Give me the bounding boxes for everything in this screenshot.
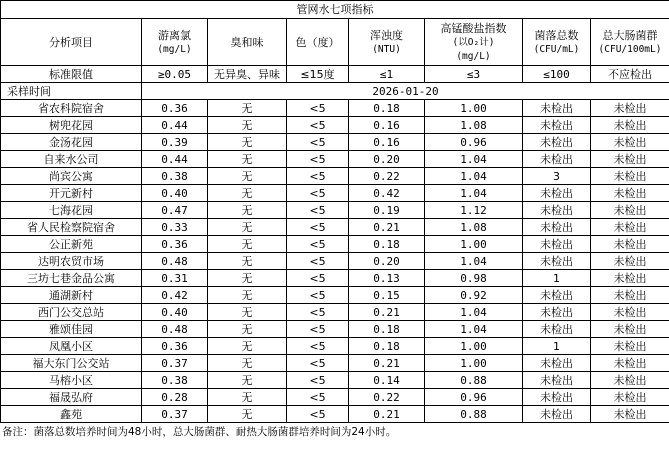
cell-odor: 无: [208, 134, 287, 151]
header-row: [1, 19, 669, 66]
cell-coliform: 未检出: [591, 338, 669, 355]
cell-color: <5: [287, 117, 349, 134]
cell-color: <5: [287, 253, 349, 270]
header-cod-label: 高锰酸盐指数: [440, 21, 507, 35]
note-row: [0, 423, 669, 441]
cell-site: 自来水公司: [1, 151, 142, 168]
cell-odor: 无: [208, 406, 287, 423]
table-row: [1, 151, 669, 168]
table-row: [1, 389, 669, 406]
cell-chlorine: 0.31: [142, 270, 208, 287]
cell-colony: 未检出: [523, 117, 591, 134]
cell-chlorine: 0.37: [142, 355, 208, 372]
cell-cod: 0.98: [425, 270, 523, 287]
cell-chlorine: 0.38: [142, 372, 208, 389]
cell-coliform: 未检出: [591, 117, 669, 134]
cell-chlorine: 0.36: [142, 100, 208, 117]
header-colony-unit: (CFU/mL): [533, 43, 580, 55]
header-odor: 臭和味: [208, 19, 287, 66]
standard-row: [1, 66, 669, 83]
cell-colony: 未检出: [523, 202, 591, 219]
cell-turbidity: 0.22: [349, 389, 425, 406]
cell-chlorine: 0.44: [142, 117, 208, 134]
cell-odor: 无: [208, 168, 287, 185]
cell-colony: 3: [523, 168, 591, 185]
table-row: [1, 321, 669, 338]
header-site: 分析项目: [1, 19, 142, 66]
cell-chlorine: 0.47: [142, 202, 208, 219]
cell-colony: 未检出: [523, 287, 591, 304]
cell-site: 凤凰小区: [1, 338, 142, 355]
cell-chlorine: 0.48: [142, 253, 208, 270]
table-row: [1, 304, 669, 321]
cell-cod: 1.04: [425, 151, 523, 168]
sampling-row: [1, 83, 669, 100]
cell-coliform: 未检出: [591, 304, 669, 321]
standard-label: 标准限值: [1, 66, 142, 83]
cell-turbidity: 0.13: [349, 270, 425, 287]
header-coliform-unit: (CFU/100mL): [598, 43, 662, 55]
cell-turbidity: 0.18: [349, 100, 425, 117]
header-colony: [523, 19, 591, 66]
cell-turbidity: 0.21: [349, 304, 425, 321]
cell-odor: 无: [208, 338, 287, 355]
cell-turbidity: 0.18: [349, 236, 425, 253]
cell-cod: 1.12: [425, 202, 523, 219]
cell-site: 七海花园: [1, 202, 142, 219]
cell-color: <5: [287, 355, 349, 372]
table-row: [1, 219, 669, 236]
cell-coliform: 未检出: [591, 185, 669, 202]
cell-site: 树兜花园: [1, 117, 142, 134]
table-row: [1, 355, 669, 372]
cell-chlorine: 0.42: [142, 287, 208, 304]
cell-odor: 无: [208, 185, 287, 202]
cell-color: <5: [287, 338, 349, 355]
cell-coliform: 未检出: [591, 389, 669, 406]
standard-coliform: 不应检出: [591, 66, 669, 83]
header-turbidity: [349, 19, 425, 66]
header-coliform-label: 总大肠菌群: [602, 28, 658, 42]
cell-odor: 无: [208, 117, 287, 134]
cell-cod: 1.00: [425, 236, 523, 253]
standard-cod: ≤3: [425, 66, 523, 83]
table-row: [1, 406, 669, 423]
cell-color: <5: [287, 168, 349, 185]
cell-site: 西门公交总站: [1, 304, 142, 321]
header-color: 色（度）: [287, 19, 349, 66]
cell-site: 省人民检察院宿舍: [1, 219, 142, 236]
cell-coliform: 未检出: [591, 270, 669, 287]
cell-turbidity: 0.21: [349, 355, 425, 372]
cell-colony: 未检出: [523, 304, 591, 321]
cell-cod: 1.00: [425, 100, 523, 117]
cell-site: 三坊七巷金品公寓: [1, 270, 142, 287]
header-cod-basis: (以O₂计): [452, 36, 495, 48]
cell-odor: 无: [208, 389, 287, 406]
cell-odor: 无: [208, 304, 287, 321]
cell-odor: 无: [208, 270, 287, 287]
cell-color: <5: [287, 219, 349, 236]
cell-coliform: 未检出: [591, 168, 669, 185]
cell-color: <5: [287, 100, 349, 117]
cell-coliform: 未检出: [591, 287, 669, 304]
cell-colony: 未检出: [523, 219, 591, 236]
cell-cod: 1.08: [425, 219, 523, 236]
cell-color: <5: [287, 236, 349, 253]
cell-odor: 无: [208, 219, 287, 236]
table-row: [1, 134, 669, 151]
cell-colony: 未检出: [523, 355, 591, 372]
cell-turbidity: 0.21: [349, 219, 425, 236]
table-row: [1, 287, 669, 304]
cell-turbidity: 0.14: [349, 372, 425, 389]
cell-odor: 无: [208, 287, 287, 304]
cell-colony: 未检出: [523, 134, 591, 151]
standard-turbidity: ≤1: [349, 66, 425, 83]
cell-cod: 1.08: [425, 117, 523, 134]
cell-chlorine: 0.39: [142, 134, 208, 151]
cell-coliform: 未检出: [591, 406, 669, 423]
cell-cod: 1.04: [425, 253, 523, 270]
cell-color: <5: [287, 389, 349, 406]
cell-coliform: 未检出: [591, 372, 669, 389]
cell-turbidity: 0.22: [349, 168, 425, 185]
cell-site: 福晟弘府: [1, 389, 142, 406]
cell-chlorine: 0.28: [142, 389, 208, 406]
table-title: 管网水七项指标: [1, 1, 669, 19]
table-row: [1, 202, 669, 219]
cell-odor: 无: [208, 372, 287, 389]
cell-color: <5: [287, 185, 349, 202]
sampling-date: 2026-01-20: [142, 83, 669, 100]
cell-odor: 无: [208, 321, 287, 338]
note-table: [0, 423, 669, 441]
cell-chlorine: 0.36: [142, 236, 208, 253]
cell-chlorine: 0.36: [142, 338, 208, 355]
cell-turbidity: 0.16: [349, 117, 425, 134]
standard-odor: 无异臭、异味: [208, 66, 287, 83]
table-row: [1, 185, 669, 202]
cell-cod: 0.92: [425, 287, 523, 304]
cell-coliform: 未检出: [591, 236, 669, 253]
cell-colony: 未检出: [523, 236, 591, 253]
cell-coliform: 未检出: [591, 219, 669, 236]
cell-site: 马榕小区: [1, 372, 142, 389]
table-row: [1, 253, 669, 270]
cell-colony: 未检出: [523, 151, 591, 168]
cell-coliform: 未检出: [591, 151, 669, 168]
standard-color: ≤15度: [287, 66, 349, 83]
header-cod-unit: (mg/L): [456, 50, 491, 62]
cell-chlorine: 0.40: [142, 304, 208, 321]
cell-turbidity: 0.16: [349, 134, 425, 151]
cell-colony: 1: [523, 338, 591, 355]
cell-site: 福大东门公交站: [1, 355, 142, 372]
cell-color: <5: [287, 372, 349, 389]
cell-site: 公正新苑: [1, 236, 142, 253]
cell-chlorine: 0.33: [142, 219, 208, 236]
cell-chlorine: 0.48: [142, 321, 208, 338]
cell-cod: 1.04: [425, 321, 523, 338]
table-row: [1, 168, 669, 185]
cell-color: <5: [287, 321, 349, 338]
cell-color: <5: [287, 202, 349, 219]
cell-colony: 未检出: [523, 321, 591, 338]
cell-odor: 无: [208, 253, 287, 270]
cell-chlorine: 0.37: [142, 406, 208, 423]
cell-color: <5: [287, 304, 349, 321]
standard-chlorine: ≥0.05: [142, 66, 208, 83]
header-chlorine: [142, 19, 208, 66]
cell-color: <5: [287, 151, 349, 168]
cell-colony: 未检出: [523, 185, 591, 202]
cell-odor: 无: [208, 151, 287, 168]
cell-coliform: 未检出: [591, 202, 669, 219]
header-colony-label: 菌落总数: [534, 28, 579, 42]
cell-colony: 未检出: [523, 406, 591, 423]
cell-chlorine: 0.38: [142, 168, 208, 185]
cell-cod: 1.04: [425, 304, 523, 321]
cell-coliform: 未检出: [591, 100, 669, 117]
cell-coliform: 未检出: [591, 355, 669, 372]
cell-site: 尚宾公寓: [1, 168, 142, 185]
cell-cod: 0.88: [425, 406, 523, 423]
header-coliform: [591, 19, 669, 66]
table-row: [1, 117, 669, 134]
cell-site: 通湖新村: [1, 287, 142, 304]
cell-colony: 1: [523, 270, 591, 287]
cell-color: <5: [287, 134, 349, 151]
cell-cod: 0.88: [425, 372, 523, 389]
cell-cod: 1.04: [425, 185, 523, 202]
cell-cod: 1.00: [425, 355, 523, 372]
cell-turbidity: 0.20: [349, 151, 425, 168]
cell-colony: 未检出: [523, 253, 591, 270]
cell-site: 开元新村: [1, 185, 142, 202]
cell-turbidity: 0.15: [349, 287, 425, 304]
table-row: [1, 100, 669, 117]
cell-cod: 1.00: [425, 338, 523, 355]
cell-turbidity: 0.20: [349, 253, 425, 270]
table-row: [1, 236, 669, 253]
cell-chlorine: 0.44: [142, 151, 208, 168]
title-row: [1, 1, 669, 19]
cell-coliform: 未检出: [591, 134, 669, 151]
cell-odor: 无: [208, 355, 287, 372]
cell-cod: 0.96: [425, 134, 523, 151]
cell-turbidity: 0.19: [349, 202, 425, 219]
cell-color: <5: [287, 287, 349, 304]
header-cod: [425, 19, 523, 66]
cell-turbidity: 0.21: [349, 406, 425, 423]
cell-coliform: 未检出: [591, 253, 669, 270]
header-turbidity-label: 浑浊度: [370, 28, 403, 42]
cell-turbidity: 0.42: [349, 185, 425, 202]
cell-odor: 无: [208, 236, 287, 253]
cell-color: <5: [287, 406, 349, 423]
table-row: [1, 270, 669, 287]
table-row: [1, 372, 669, 389]
cell-cod: 1.04: [425, 168, 523, 185]
cell-turbidity: 0.18: [349, 338, 425, 355]
cell-site: 金汤花园: [1, 134, 142, 151]
cell-colony: 未检出: [523, 389, 591, 406]
cell-site: 省农科院宿舍: [1, 100, 142, 117]
cell-site: 达明农贸市场: [1, 253, 142, 270]
cell-site: 雅颂佳园: [1, 321, 142, 338]
cell-turbidity: 0.18: [349, 321, 425, 338]
table-row: [1, 338, 669, 355]
cell-cod: 0.96: [425, 389, 523, 406]
note-text: 备注：菌落总数培养时间为48小时，总大肠菌群、耐热大肠菌群培养时间为24小时。: [2, 425, 397, 438]
header-chlorine-label: 游离氯: [158, 28, 191, 42]
cell-site: 鑫苑: [1, 406, 142, 423]
header-chlorine-unit: (mg/L): [157, 43, 192, 55]
header-turbidity-unit: (NTU): [372, 43, 401, 55]
cell-chlorine: 0.40: [142, 185, 208, 202]
cell-color: <5: [287, 270, 349, 287]
cell-odor: 无: [208, 100, 287, 117]
sampling-label: 采样时间: [1, 83, 142, 100]
cell-colony: 未检出: [523, 100, 591, 117]
cell-coliform: 未检出: [591, 321, 669, 338]
cell-odor: 无: [208, 202, 287, 219]
standard-colony: ≤100: [523, 66, 591, 83]
cell-colony: 未检出: [523, 372, 591, 389]
